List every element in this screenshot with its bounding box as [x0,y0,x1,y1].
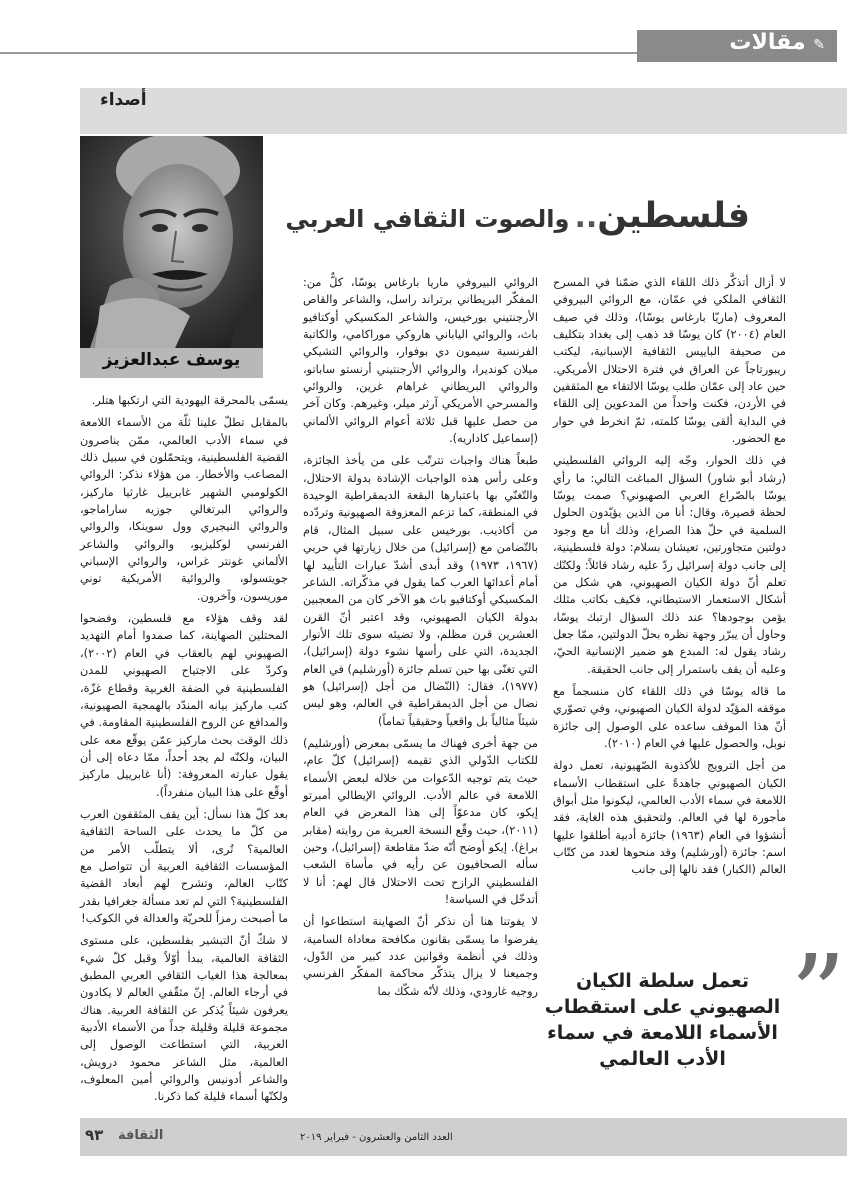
section-label [729,30,825,55]
paragraph: ما قاله يوسّا في ذلك اللقاء كان منسجماً مع موقفه المؤيّد لدولة الكيان الصهيوني، وفي تصوّري أنّ هذا الموقف ساعده على الوصول إلى جائزة نوبل، والحصول عليها في العام (٢٠١٠). [553,684,786,750]
footer-issue: العدد الثامن والعشرون - فبراير ٢٠١٩ [300,1132,453,1143]
paragraph: لقد وقف هؤلاء مع فلسطين، وفضحوا المحتلين الصهاينة، كما صمدوا أمام التهديد الصهيوني لهم بالعقاب في العام (٢٠٠٢)، وكردّ على الاجتياح الصهيوني للمدن الفلسطينية في الضفة الغربية وقطاع غزّة، كتب ماركيز بيانه المندّد بالهمجية الصهيونية، والمدافع عن الروح الفلسطينية المقاومة. في ذلك الوقت بحث ماركيز عمّن يوقّع معه على البيان، ولكنّه لم يجد أحداً، ممّا دعاه إلى أن يقول عبارته المعروفة: (أنا غابرييل ماركيز أوقّع على هذا البيان منفرداً). [80,612,288,799]
article-title [285,196,750,236]
text-column-middle [303,274,538,1000]
paragraph: في ذلك الحوار، وجّه إليه الروائي الفلسطيني (رشاد أبو شاور) السؤال المباغت التالي: ما رأي يوسّا بالصّراع العربي الصهيوني؟ صمت يوسّا لحظة قصيرة، وقال: أنا من الذين يؤيّدون الحلول السلمية في حلّ هذا الصراع، وذلك أنا مع وجود دولتين متجاورتين، تعيشان بسلام: دولة فلسطينية، إلى جانب دولة إسرائيل ردّ عليه رشاد قائلاً: ولكنّك تعلم أنّ دولة الكيان الصهيوني، هي شكل من أشكال الاستعمار الاستيطاني، فكيف بكاتب مثلك يؤمن بوجودها؟ عند ذلك السؤال ارتبك يوسّا، وحاول أن يبرّر وجهة نظره بحلّ الدولتين، ممّا جعل رشاد يقول له: المبدع هو ضمير الإنسانية الحيّ، وعليه أن يقف باستمرار إلى جانب الحقيقة. [553,454,786,676]
title-main: فلسطين [597,196,750,236]
paragraph: بالمقابل تطلّ علينا ثلّة من الأسماء اللامعة في سماء الأدب العالمي، ممّن يناصرون القضية الفلسطينية، ويتحمّلون في سبيل ذلك المصاعب والأخطار. من هؤلاء نذكر: الروائي الكولومبي الشهير غابرييل غارثيا ماركيز، والروائي البرتغالي جوزيه ساراماجو، والروائي النيجيري وول سوينكا، والروائي الفرنسي لوكليزيو، والروائي والشاعر الألماني غونتر غراس، والروائي الإسباني جويتسولو، والروائية الأمريكية توني موريسون، وآخرون. [80,416,288,603]
section-label-text: مقالات [729,30,806,55]
footer-brand: الثقافة [118,1128,164,1143]
title-dots: .. [574,200,598,235]
author-name: يوسف عبدالعزيز [102,350,241,370]
paragraph: لا يفوتنا هنا أن نذكر أنّ الصهاينة استطاعوا أن يفرضوا ما يسمّى بقانون مكافحة معاداة السامية، وذلك في أنظمة وقوانين عدد كبير من الدّول، وجميعنا لا يزال يتذكّر محاكمة المفكّر الفرنسي روجيه غارودي، وذلك لأنّه شكّك بما [303,915,538,998]
text-column-right [553,274,786,879]
page-number: ٩٣ [85,1126,104,1144]
paragraph: من جهة أخرى فهناك ما يسمّى بمعرض (أورشليم) للكتاب الدّولي الذي تقيمه (إسرائيل) كلّ عام، حيث يتم توجيه الدّعوات من خلاله لبعض الأسماء اللامعة في عالم الأدب. الروائي الإيطالي أمبرتو إيكو، كان مدعوّاً إلى هذا المعرض في العام (٢٠١١)، حيث وقّع النسخة العبرية من روايته (مقابر براغ). إيكو أوضح أنّه ضدّ مقاطعة (إسرائيل)، وحين سأله الصحافيون عن رأيه في مأساة الشعب الفلسطيني الرازح تحت الاحتلال قال لهم: أنا لا أتدخّل في السياسة! [303,736,538,907]
header-rule [0,52,640,54]
pen-icon: ✎ [813,37,825,53]
paragraph: بعد كلّ هذا نسأل: أين يقف المثقفون العرب من كلّ ما يحدث على الساحة الثقافية العالمية؟ تُرى، ألا يتطلّب الأمر من المؤسسات الثقافية العربية أن تتواصل مع كتّاب العالم، وتشرح لهم أبعاد القضية الفلسطينية؟ التي لم تعد مسألة جغرافيا بقدر ما أصبحت رمزاً للحريّة والعدالة في الكوكب! [80,807,288,925]
column-band [80,88,847,134]
portrait-illustration [80,136,263,348]
paragraph: الروائي البيروفي ماريا بارغاس يوسّا، كلٌّ من: المفكّر البريطاني برتراند راسل، والشاعر والقاص الأرجنتيني بورخيس، والشاعر المكسيكي أوكتافيو باث، والروائي الياباني هاروكي موراكامي، والكاتبة الفرنسية سيمون دي بوفوار، والروائي التشيكي ميلان كونديرا، والروائي الأرجنتيني أرنستو ساباتو، والروائي البريطاني غراهام غرين، والروائي والمسرحي الأمريكي آرثر ميلر، وغيرهم. وكان آخر من حصل عليها قبل ثلاثة أعوام الروائي الألماني (إسماعيل كاداريه). [303,276,538,446]
column-name: أصداء [100,90,147,110]
quote-mark-icon: ” [790,931,847,1059]
paragraph: لا أزال أتذكَّر ذلك اللقاء الذي ضمّنا في المسرح الثقافي الملكي في عمّان، مع الروائي البيروفي المعروف (ماريّا بارغاس يوسّا)، وذلك في صيف العام (٢٠٠٤) كان يوسّا قد ذهب إلى بغداد بتكليف من صحيفة الباييس الثقافية الإسبانية، ليكتب ريبورتاجاً عن العراق في فترة الاحتلال الأمريكي. حين عاد إلى عمّان طلب يوسّا الالتقاء مع المثقفين في الأردن، فكنت واحداً من المدعوين إلى اللقاء في البداية ألقى يوسّا كلمته، ثمّ انخرط في حوار مع الحضور. [553,276,786,446]
title-subtitle: والصوت الثقافي العربي [285,205,570,233]
paragraph: طبعاً هناك واجبات تترتّب على من يأخذ الجائزة، وعلى رأس هذه الواجبات الإشادة بدولة الاحتلال، والتّغنّي بها باعتبارها البقعة الديمقراطية الوحيدة في المنطقة، كما تزعم المعزوفة الصهيونية وتردّده من أكاذيب. بورخيس على سبيل المثال، قام بالتّضامن مع (إسرائيل) من خلال زيارتها في حربي (١٩٦٧، ١٩٧٣) وقد أبدى أشدّ عبارات التأييد لها أمام أعدائها العرب كما يقول في مذكّراته. الشاعر المكسيكي أوكتافيو باث هو الآخر كان من المعجبين بدولة الكيان الصهيوني، وقد اعتبر أنّ القرن العشرين قرن مظلم، ولا تضيئه سوى تلك الأنوار الجديدة، التي على رأسها نشوء دولة (إسرائيل)، التي تغنّى بها حين تسلم جائزة (أورشليم) في العام (١٩٧٧)، فقال: (النّضال من أجل (إسرائيل) هو نضال من أجل الديمقراطية في العالم، وهو ليس شيئاً مثالياً بل واقعياً وحقيقياً تماماً) [303,454,538,728]
paragraph: من أجل الترويج للأكذوبة الصّهيونية، تعمل دولة الكيان الصهيوني جاهدةً على استقطاب الأسماء اللامعة في سماء الأدب العالمي، ليكونوا مثل أبواق مأجورة لها في العالم. ولتحقيق هذه الغاية، فقد أنشؤوا في العام (١٩٦٣) جائزة أدبية أطلقوا عليها اسم: جائزة (أورشليم) وقد منحوها لعدد من كتّاب العالم (الكبار) فقد نالها إلى جانب [553,759,786,877]
paragraph: لا شكّ أنّ التبشير بفلسطين، على مستوى الثقافة العالمية، يبدأ أوّلاً وقبل كلّ شيء بمعالجة هذا الغياب الثقافي العربي المطبق في أرجاء العالم. إنّ مثقّفي العالم لا يكادون يعرفون شيئاً يُذكر عن الثقافة العربية. هناك مجموعة قليلة وقليلة جداً من الأسماء الأدبية العربية، التي استطاعت الوصول إلى العالمية، مثل الشاعر محمود درويش، والشاعر أدونيس والروائي أمين المعلوف، ولكنّها أسماء قليلة كما ذكرنا. [80,934,288,1104]
paragraph: يسمّى بالمحرقة اليهودية التي ارتكبها هتلر. [91,394,288,407]
author-portrait [80,136,263,348]
text-column-left [80,392,288,1106]
pull-quote: تعمل سلطة الكيان الصهيوني على استقطاب الأسماء اللامعة في سماء الأدب العالمي [544,970,781,1070]
